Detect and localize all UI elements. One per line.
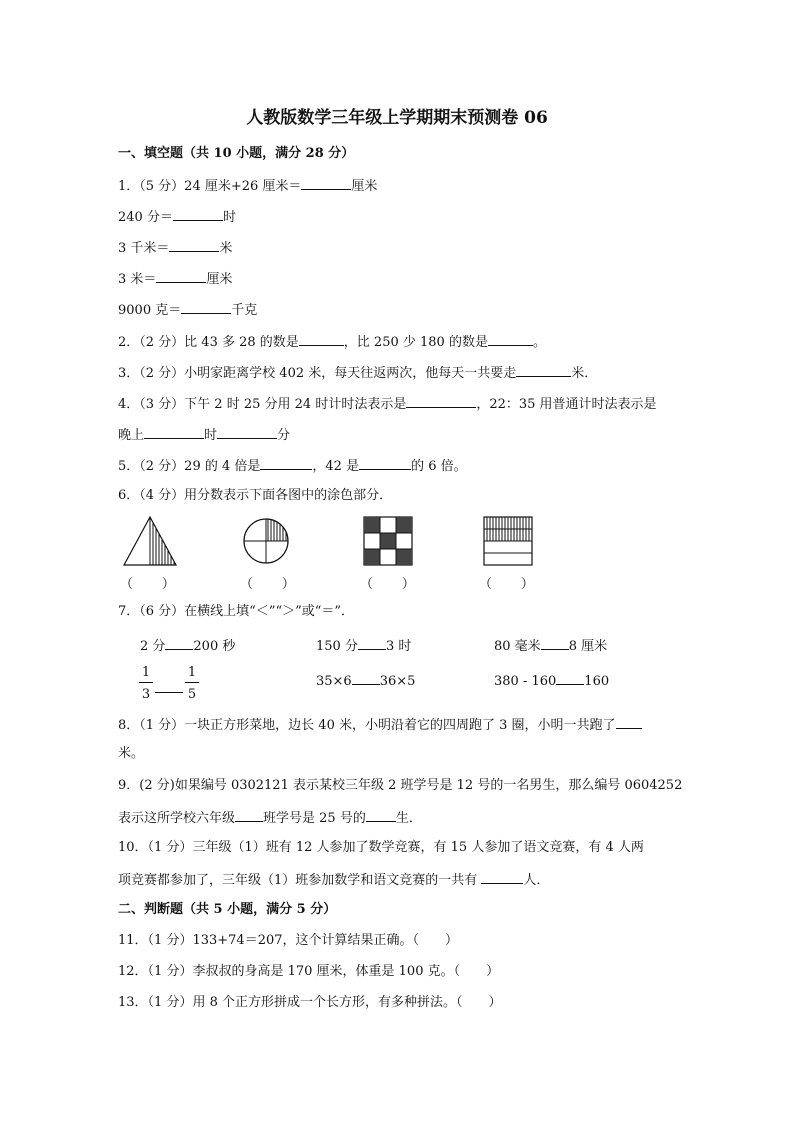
answer-blank[interactable] bbox=[541, 637, 569, 650]
q10-text: 人． bbox=[523, 873, 550, 888]
q1-unit: 厘米 bbox=[351, 179, 378, 194]
answer-blank[interactable] bbox=[173, 208, 223, 221]
q4-text: 分 bbox=[277, 428, 291, 443]
q9-text: 表示这所学校六年级 bbox=[118, 811, 236, 826]
question-11: 11．（1 分）133+74＝207，这个计算结果正确。（ ） bbox=[118, 933, 459, 948]
section-heading-fill-in: 一、填空题（共 10 小题，满分 28 分） bbox=[118, 146, 355, 161]
question-1-line-2 bbox=[118, 208, 236, 226]
question-12: 12．（1 分）李叔叔的身高是 170 厘米，体重是 100 克。（ ） bbox=[118, 964, 500, 979]
answer-blank[interactable] bbox=[156, 270, 206, 283]
answer-blank[interactable] bbox=[301, 177, 351, 190]
question-1-line-1 bbox=[118, 177, 377, 195]
question-10-line-1: 10．（1 分）三年级（1）班有 12 人参加了数学竞赛，有 15 人参加了语文竞赛，有 4 人两 bbox=[118, 840, 644, 855]
q4-text: 4．（3 分）下午 2 时 25 分用 24 时计时法表示是 bbox=[118, 397, 407, 412]
compare-right: 8 厘米 bbox=[568, 639, 608, 654]
question-7: 7．（6 分）在横线上填“＜”“＞”或“＝”． bbox=[118, 604, 355, 619]
q8-text: 8．（1 分）一块正方形菜地，边长 40 米，小明沿着它的四周跑了 3 圈，小明一共跑了 bbox=[118, 718, 616, 733]
shaded-triangle-figure bbox=[120, 515, 180, 567]
q2-text: ，比 250 少 180 的数是 bbox=[343, 335, 488, 350]
answer-paren-3[interactable]: （ ） bbox=[360, 577, 415, 592]
question-13: 13．（1 分）用 8 个正方形拼成一个长方形，有多种拼法。（ ） bbox=[118, 995, 502, 1010]
section-heading-true-false: 二、判断题（共 5 小题，满分 5 分） bbox=[118, 902, 337, 917]
answer-blank[interactable] bbox=[488, 333, 533, 346]
compare-left: 150 分 bbox=[316, 639, 358, 654]
compare-right: 200 秒 bbox=[193, 639, 236, 654]
fraction-bar bbox=[139, 682, 153, 683]
compare-left: 2 分 bbox=[140, 639, 166, 654]
q2-text: 。 bbox=[532, 335, 546, 350]
q1-unit: 厘米 bbox=[206, 272, 233, 287]
q1-text: 3 米＝ bbox=[118, 272, 157, 287]
q4-text: 晚上 bbox=[118, 428, 145, 443]
answer-blank[interactable] bbox=[155, 692, 183, 693]
compare-item bbox=[140, 637, 235, 655]
q9-text: 班学号是 25 号的 bbox=[263, 811, 366, 826]
q4-text: ，22：35 用普通计时法表示是 bbox=[476, 397, 657, 412]
answer-blank[interactable] bbox=[165, 637, 193, 650]
q9-text: 生． bbox=[395, 811, 422, 826]
answer-blank[interactable] bbox=[516, 364, 571, 377]
q10-text: 项竞赛都参加了，三年级（1）班参加数学和语文竞赛的一共有 bbox=[118, 873, 482, 888]
q3-text: 米． bbox=[571, 366, 598, 381]
question-2 bbox=[118, 333, 546, 351]
answer-paren-2[interactable]: （ ） bbox=[240, 577, 295, 592]
answer-blank[interactable] bbox=[235, 809, 263, 822]
answer-blank[interactable] bbox=[181, 301, 231, 314]
question-1-line-5 bbox=[118, 301, 257, 319]
compare-right: 3 时 bbox=[385, 639, 412, 654]
page-title: 人教版数学三年级上学期期末预测卷 06 bbox=[246, 108, 548, 128]
question-5 bbox=[118, 457, 467, 475]
q5-text: ，42 是 bbox=[312, 459, 360, 474]
question-1-line-4 bbox=[118, 270, 232, 288]
compare-item bbox=[494, 672, 609, 690]
q2-text: 2．（2 分）比 43 多 28 的数是 bbox=[118, 335, 299, 350]
q1-text: 3 千米＝ bbox=[118, 241, 170, 256]
fraction-numerator: 1 bbox=[187, 665, 197, 680]
answer-blank[interactable] bbox=[144, 426, 204, 439]
q1-text: 9000 克＝ bbox=[118, 303, 182, 318]
fraction-bar bbox=[185, 682, 199, 683]
question-3 bbox=[118, 364, 597, 382]
q1-text: 240 分＝ bbox=[118, 210, 173, 225]
q4-text: 时 bbox=[204, 428, 218, 443]
checkerboard-figure bbox=[362, 515, 414, 567]
q5-text: 5．（2 分）29 的 4 倍是 bbox=[118, 459, 261, 474]
compare-left: 80 毫米 bbox=[494, 639, 541, 654]
compare-left: 35×6 bbox=[316, 674, 352, 689]
question-10-line-2 bbox=[118, 871, 549, 889]
answer-blank[interactable] bbox=[366, 809, 396, 822]
compare-item bbox=[494, 637, 607, 655]
question-9-line-2 bbox=[118, 809, 422, 827]
striped-rectangle-figure bbox=[482, 515, 534, 567]
answer-blank[interactable] bbox=[556, 672, 584, 685]
q3-text: 3．（2 分）小明家距离学校 402 米，每天往返两次，他每天一共要走 bbox=[118, 366, 517, 381]
answer-blank[interactable] bbox=[481, 871, 523, 884]
compare-item bbox=[316, 637, 411, 655]
compare-left: 380 - 160 bbox=[494, 674, 557, 689]
answer-paren-1[interactable]: （ ） bbox=[120, 577, 175, 592]
fraction-numerator: 1 bbox=[141, 665, 151, 680]
answer-blank[interactable] bbox=[352, 672, 380, 685]
answer-blank[interactable] bbox=[260, 457, 312, 470]
q1-unit: 时 bbox=[222, 210, 236, 225]
q5-text: 的 6 倍。 bbox=[411, 459, 467, 474]
question-6: 6．（4 分）用分数表示下面各图中的涂色部分． bbox=[118, 488, 393, 503]
q1-unit: 千克 bbox=[231, 303, 258, 318]
compare-right: 36×5 bbox=[379, 674, 416, 689]
answer-paren-4[interactable]: （ ） bbox=[479, 577, 534, 592]
fraction-denominator: 3 bbox=[141, 687, 151, 702]
answer-blank[interactable] bbox=[359, 457, 411, 470]
compare-right: 160 bbox=[584, 674, 610, 689]
answer-blank[interactable] bbox=[299, 333, 344, 346]
answer-blank[interactable] bbox=[358, 637, 386, 650]
q1-text: 1．（5 分）24 厘米+26 厘米＝ bbox=[118, 179, 302, 194]
question-4-line-2 bbox=[118, 426, 290, 444]
question-8-line-1 bbox=[118, 716, 642, 734]
question-8-line-2: 米。 bbox=[118, 746, 145, 761]
question-9-line-1: 9．(2 分)如果编号 0302121 表示某校三年级 2 班学号是 12 号的一名男生，那么编号 0604252 bbox=[118, 778, 683, 793]
answer-blank[interactable] bbox=[217, 426, 277, 439]
compare-item bbox=[316, 672, 415, 690]
q1-unit: 米 bbox=[219, 241, 233, 256]
question-4-line-1 bbox=[118, 395, 657, 413]
answer-blank[interactable] bbox=[169, 239, 219, 252]
shaded-circle-figure bbox=[240, 515, 292, 567]
answer-blank[interactable] bbox=[406, 395, 476, 408]
answer-blank[interactable] bbox=[616, 716, 642, 729]
fraction-denominator: 5 bbox=[187, 687, 197, 702]
question-1-line-3 bbox=[118, 239, 232, 257]
